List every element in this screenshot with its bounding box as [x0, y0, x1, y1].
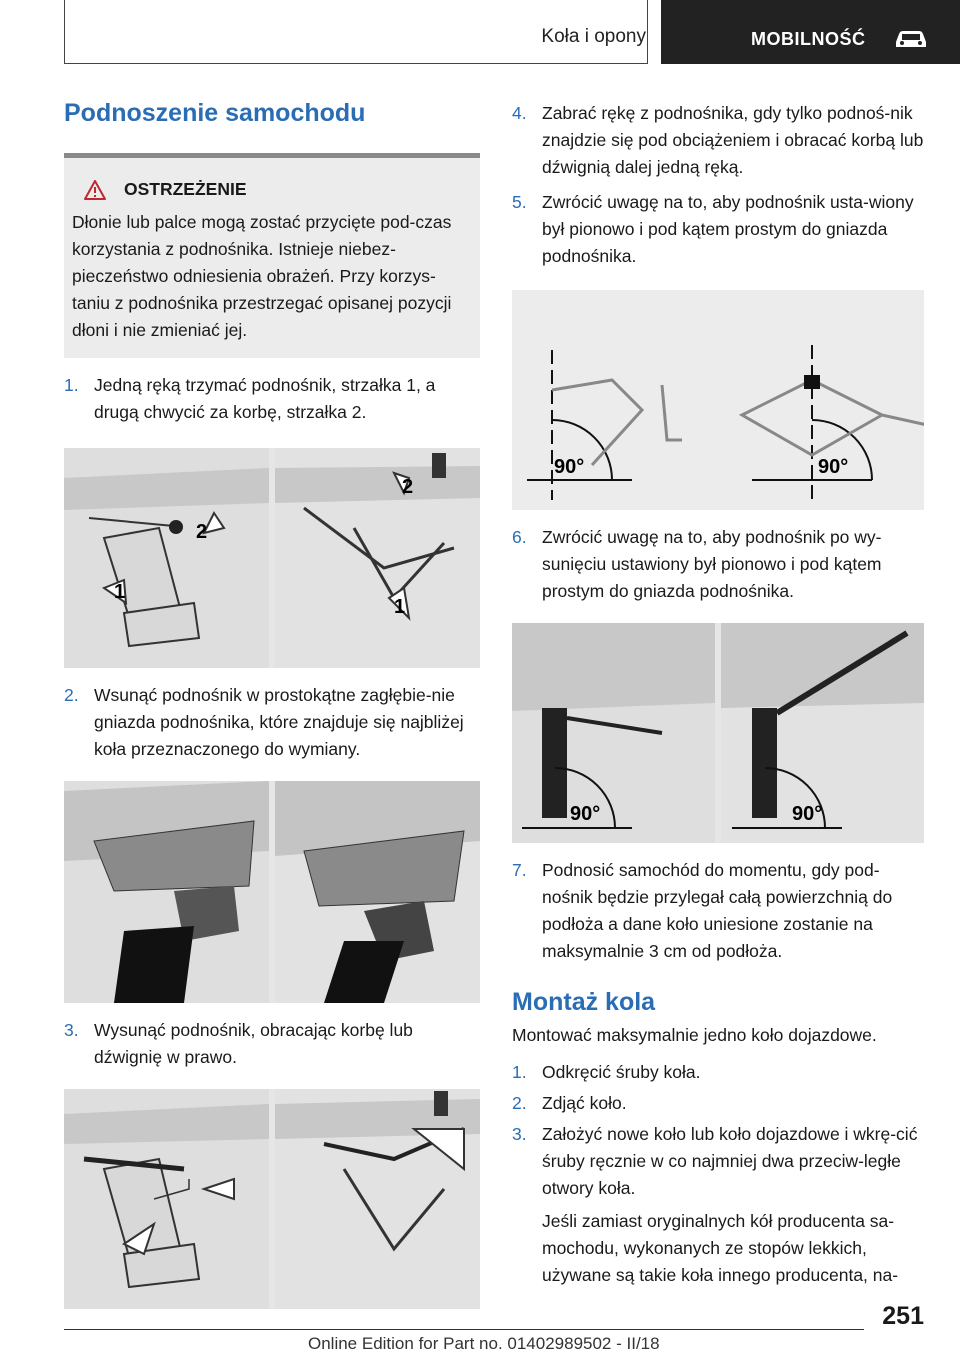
- mount-note: Jeśli zamiast oryginalnych kół producenta sa-mochodu, wykonanych ze stopów lekkich, używane są takie koła innego producenta, na-: [542, 1211, 899, 1285]
- jack-illustration-1: [64, 448, 480, 668]
- step-number: 2.: [512, 1093, 527, 1113]
- step-number: 4.: [512, 103, 527, 123]
- car-icon: [893, 28, 929, 55]
- step-4: [512, 100, 924, 181]
- step-text: Założyć nowe koło lub koło dojazdowe i wkrę-cić śruby ręcznie w co najmniej dwa przeciw-ległe otwory koła.: [542, 1124, 918, 1198]
- header-section-title: Koła i opony: [541, 26, 646, 47]
- step-number: 2.: [64, 685, 79, 705]
- jack-socket-illustration: [64, 781, 480, 1003]
- step-text: Zwrócić uwagę na to, aby podnośnik po wy-sunięciu ustawiony był pionowo i pod kątem prostym do gniazda podnośnika.: [542, 527, 882, 601]
- mount-step-2: [512, 1090, 924, 1117]
- angle-label: 90°: [792, 803, 823, 825]
- angle-label: 90°: [570, 803, 601, 825]
- step-text: Wsunąć podnośnik w prostokątne zagłębie-nie gniazda podnośnika, które znajduje się najbliżej koła przeznaczonego do wymiany.: [94, 685, 464, 759]
- warning-text: Dłonie lub palce mogą zostać przycięte pod-czas korzystania z podnośnika. Istnieje niebez-pieczeństwo odniesienia obrażeń. Przy korzys-taniu z podnośnika przestrzegać opisanej pozycji dłoni i nie zmieniać jej.: [72, 212, 452, 340]
- header-chapter-box: [661, 0, 960, 64]
- mount-intro: Montować maksymalnie jedno koło dojazdowe.: [512, 1025, 877, 1045]
- section-title-jacking: Podnoszenie samochodu: [64, 99, 366, 127]
- warning-heading-text: OSTRZEŻENIE: [124, 179, 247, 199]
- step-text: Zabrać rękę z podnośnika, gdy tylko podnoś-nik znajdzie się pod obciążeniem i obracać korbą lub dźwignią dalej jedną ręką.: [542, 103, 924, 177]
- warning-heading: [72, 176, 472, 203]
- arrow-label-1: 1: [114, 581, 126, 603]
- jack-angle-illustration: [512, 290, 924, 510]
- jack-extend-illustration: [64, 1089, 480, 1309]
- step-text: Odkręcić śruby koła.: [542, 1062, 701, 1082]
- step-6: [512, 524, 924, 605]
- step-3: [64, 1017, 480, 1071]
- step-1: [64, 372, 480, 426]
- step-text: Jedną ręką trzymać podnośnik, strzałka 1, a drugą chwycić za korbę, strzałka 2.: [94, 375, 436, 422]
- right-column: [512, 100, 924, 1289]
- angle-label: 90°: [818, 456, 849, 478]
- step-number: 3.: [512, 1124, 527, 1144]
- step-7: [512, 857, 924, 965]
- step-text: Wysunąć podnośnik, obracając korbę lub dźwignię w prawo.: [94, 1020, 413, 1067]
- warning-box: [64, 153, 480, 358]
- angle-label: 90°: [554, 456, 585, 478]
- arrow-label-1: 1: [394, 596, 406, 618]
- arrow-label-2: 2: [196, 521, 208, 543]
- step-number: 1.: [64, 375, 79, 395]
- figure-jack-handling: [64, 448, 480, 668]
- step-number: 7.: [512, 860, 527, 880]
- arrow-label-2: 2: [402, 476, 414, 498]
- footer-edition: Online Edition for Part no. 01402989502 - II/18: [308, 1334, 660, 1353]
- header-chapter-title: MOBILNOŚĆ: [751, 29, 866, 49]
- figure-jack-extend: [64, 1089, 480, 1309]
- step-2: [64, 682, 480, 763]
- left-column: [64, 100, 480, 1309]
- mount-step-1: [512, 1059, 924, 1086]
- step-text: Zwrócić uwagę na to, aby podnośnik usta-wiony był pionowo i pod kątem prostym do gniazda podnośnika.: [542, 192, 914, 266]
- footer-divider: [64, 1329, 864, 1330]
- step-number: 6.: [512, 527, 527, 547]
- figure-jack-socket: [64, 781, 480, 1003]
- section-title-mount-wheel: Montaż kola: [512, 988, 656, 1016]
- figure-jack-extended-angle: [512, 623, 924, 843]
- step-text: Zdjąć koło.: [542, 1093, 627, 1113]
- jack-extended-illustration: [512, 623, 924, 843]
- step-text: Podnosić samochód do momentu, gdy pod-nośnik będzie przylegał całą powierzchnią do podłoża a dane koło uniesione zostanie na maksymalnie 3 cm od podłoża.: [542, 860, 893, 961]
- step-number: 3.: [64, 1020, 79, 1040]
- step-number: 1.: [512, 1062, 527, 1082]
- warning-triangle-icon: [84, 180, 106, 200]
- step-5: [512, 189, 924, 270]
- page-number: 251: [882, 1302, 924, 1330]
- figure-jack-angle: [512, 290, 924, 510]
- step-number: 5.: [512, 192, 527, 212]
- mount-step-3: [512, 1121, 924, 1202]
